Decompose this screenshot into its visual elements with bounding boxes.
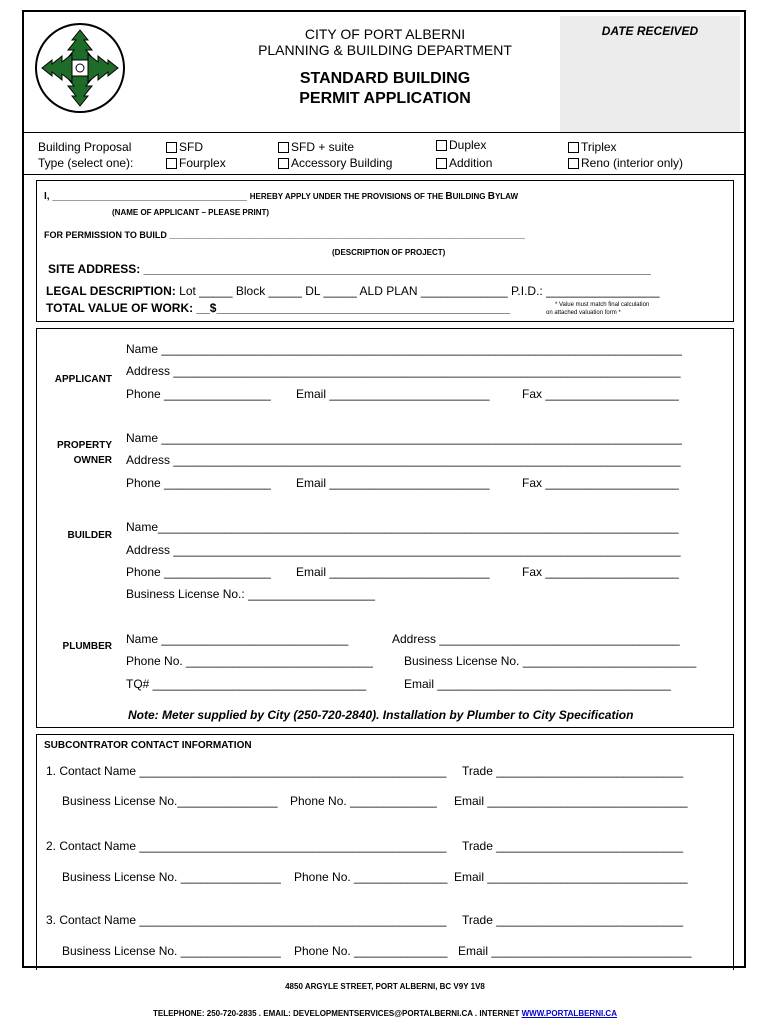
plumber-phone-field[interactable]: Phone No. ____________________________: [126, 654, 373, 668]
section-plumber: PLUMBER: [62, 641, 112, 652]
form-title-line1: STANDARD BUILDING: [299, 70, 471, 87]
plumber-name-field[interactable]: Name ____________________________: [126, 632, 349, 646]
section-builder: BUILDER: [67, 530, 112, 541]
department-name: PLANNING & BUILDING DEPARTMENT: [258, 42, 512, 58]
sub2-phone-field[interactable]: Phone No. ______________: [294, 870, 448, 884]
sub2-email-field[interactable]: Email ______________________________: [454, 870, 688, 884]
sub3-license-field[interactable]: Business License No. _______________: [62, 944, 281, 958]
option-triplex[interactable]: Triplex: [568, 140, 617, 154]
checkbox-triplex[interactable]: [568, 142, 579, 153]
date-received-box: [560, 16, 740, 132]
applicant-fax-field[interactable]: Fax ____________________: [522, 387, 679, 401]
value-note-2: on attached valuation form *: [546, 310, 621, 316]
option-sfd[interactable]: SFD: [166, 140, 203, 154]
applicant-name-field[interactable]: Name ______________________________________________________________________________: [126, 342, 682, 356]
plumber-email-field[interactable]: Email ___________________________________: [404, 677, 671, 691]
divider: [24, 132, 744, 133]
checkbox-fourplex[interactable]: [166, 158, 177, 169]
sub3-phone-field[interactable]: Phone No. ______________: [294, 944, 448, 958]
site-address-field[interactable]: SITE ADDRESS: ____________________________________________________________________________: [48, 262, 651, 276]
footer-address: 4850 ARGYLE STREET, PORT ALBERNI, BC V9Y 1V8: [285, 982, 485, 991]
sub3-email-field[interactable]: Email ______________________________: [458, 944, 692, 958]
checkbox-sfd[interactable]: [166, 142, 177, 153]
section-applicant: APPLICANT: [54, 374, 112, 385]
sub1-email-field[interactable]: Email ______________________________: [454, 794, 688, 808]
date-received-label: DATE RECEIVED: [601, 24, 699, 38]
checkbox-addition[interactable]: [436, 158, 447, 169]
section-property: PROPERTY: [56, 440, 112, 451]
plumber-license-field[interactable]: Business License No. __________________________: [404, 654, 697, 668]
city-logo-icon: [34, 22, 126, 114]
owner-phone-field[interactable]: Phone ________________: [126, 476, 271, 490]
value-note-1: * Value must match final calculation: [555, 302, 650, 308]
option-fourplex[interactable]: Fourplex: [166, 156, 226, 170]
proposal-label-2: Type (select one):: [38, 156, 134, 170]
divider: [24, 174, 744, 175]
plumber-address-field[interactable]: Address ____________________________________: [392, 632, 680, 646]
sub2-license-field[interactable]: Business License No. _______________: [62, 870, 281, 884]
subcontractor-heading: SUBCONTRATOR CONTACT INFORMATION: [44, 740, 252, 751]
option-addition[interactable]: Addition: [436, 156, 492, 170]
checkbox-accessory-building[interactable]: [278, 158, 289, 169]
applicant-declaration[interactable]: I, ___________________________________ HEREBY APPLY UNDER THE PROVISIONS OF THE BUILDING BYLAW: [44, 191, 519, 202]
applicant-address-field[interactable]: Address ____________________________________________________________________________: [126, 364, 681, 378]
form-title-line2: PERMIT APPLICATION: [299, 90, 471, 107]
owner-address-field[interactable]: Address ____________________________________________________________________________: [126, 453, 681, 467]
builder-fax-field[interactable]: Fax ____________________: [522, 565, 679, 579]
checkbox-sfd-suite[interactable]: [278, 142, 289, 153]
sub1-license-field[interactable]: Business License No._______________: [62, 794, 278, 808]
website-link[interactable]: WWW.PORTALBERNI.CA: [521, 1009, 617, 1018]
project-description-hint: (DESCRIPTION OF PROJECT): [332, 248, 446, 257]
owner-fax-field[interactable]: Fax ____________________: [522, 476, 679, 490]
sub1-trade-field[interactable]: Trade ____________________________: [462, 764, 684, 778]
sub3-contact-field[interactable]: 3. Contact Name ______________________________________________: [46, 913, 447, 927]
checkbox-reno[interactable]: [568, 158, 579, 169]
checkbox-duplex[interactable]: [436, 140, 447, 151]
proposal-label: Building Proposal: [38, 140, 132, 154]
city-name: CITY OF PORT ALBERNI: [304, 26, 466, 42]
option-sfd-suite[interactable]: SFD + suite: [278, 140, 354, 154]
owner-name-field[interactable]: Name ______________________________________________________________________________: [126, 431, 682, 445]
builder-license-field[interactable]: Business License No.: ___________________: [126, 587, 375, 601]
permission-field[interactable]: FOR PERMISSION TO BUILD _______________________________________________________________________: [44, 230, 525, 240]
option-reno[interactable]: Reno (interior only): [568, 156, 683, 170]
sub3-trade-field[interactable]: Trade ____________________________: [462, 913, 684, 927]
sub2-contact-field[interactable]: 2. Contact Name ______________________________________________: [46, 839, 447, 853]
total-value-field[interactable]: TOTAL VALUE OF WORK: __$____________________________________________: [46, 301, 511, 315]
sub1-phone-field[interactable]: Phone No. _____________: [290, 794, 437, 808]
sub1-contact-field[interactable]: 1. Contact Name ______________________________________________: [46, 764, 447, 778]
section-owner: OWNER: [73, 455, 112, 466]
meter-note: Note: Meter supplied by City (250-720-2840). Installation by Plumber to City Specification: [128, 708, 634, 722]
applicant-name-hint: (NAME OF APPLICANT – PLEASE PRINT): [112, 208, 270, 217]
builder-email-field[interactable]: Email ________________________: [296, 565, 490, 579]
legal-description-field[interactable]: LEGAL DESCRIPTION: Lot _____ Block _____ DL _____ ALD PLAN _____________ P.I.D.: _________________: [46, 284, 660, 298]
applicant-phone-field[interactable]: Phone ________________: [126, 387, 271, 401]
option-accessory-building[interactable]: Accessory Building: [278, 156, 392, 170]
sub2-trade-field[interactable]: Trade ____________________________: [462, 839, 684, 853]
applicant-email-field[interactable]: Email ________________________: [296, 387, 490, 401]
builder-phone-field[interactable]: Phone ________________: [126, 565, 271, 579]
builder-address-field[interactable]: Address ____________________________________________________________________________: [126, 543, 681, 557]
builder-name-field[interactable]: Name______________________________________________________________________________: [126, 520, 679, 534]
footer-contact: TELEPHONE: 250-720-2835 . EMAIL: DEVELOPMENTSERVICES@PORTALBERNI.CA . INTERNET WWW.PORTALBERNI.CA: [152, 1009, 617, 1018]
option-duplex[interactable]: Duplex: [436, 138, 486, 152]
owner-email-field[interactable]: Email ________________________: [296, 476, 490, 490]
plumber-tq-field[interactable]: TQ# ________________________________: [126, 677, 367, 691]
